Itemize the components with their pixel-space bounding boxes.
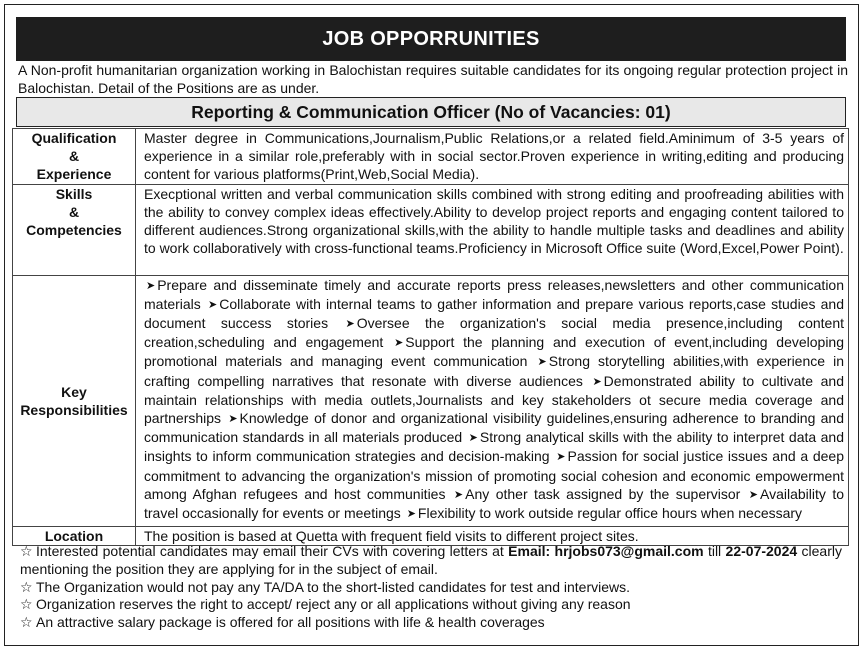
responsibility-item: Flexibility to work outside regular office hours when necessary: [417, 505, 803, 522]
arrow-bullet-icon: ➤: [207, 298, 218, 311]
qualification-row: [13, 129, 849, 185]
note3-text: Organization reserves the right to accept/ reject any or all applications without giving any reason: [36, 596, 631, 613]
arrow-bullet-icon: ➤: [468, 432, 478, 445]
arrow-bullet-icon: ➤: [556, 451, 566, 464]
intro-text: A Non-profit humanitarian organization working in Balochistan requires suitable candidates for its ongoing regular protection project in Balochistan. Detail of the Positions are as under.: [18, 62, 848, 96]
star-icon: ☆: [20, 543, 33, 559]
responsibilities-list: [136, 275, 849, 526]
responsibility-item: Support the planning and execution of event,including developing promotional materials and managing event communication: [144, 334, 845, 370]
qualification-label-line2: &: [68, 148, 80, 164]
arrow-bullet-icon: ➤: [453, 488, 464, 501]
skills-label-line1: Skills: [55, 185, 93, 202]
qualification-text: Master degree in Communications,Journalism,Public Relations,or a related field.Aminimum of 3-5 years of experience in a similar role,preferably with in social sector.Proven experience in writing,editing and producing content for various platforms(Print,Web,Social Media).: [136, 129, 849, 185]
responsibility-item: Oversee the organization's social media presence,including content creation,scheduling and engagement: [144, 315, 845, 351]
arrow-bullet-icon: ➤: [537, 356, 547, 369]
location-text: The position is based at Quetta with frequent field visits to different project sites.: [136, 526, 849, 545]
skills-text: Execptional written and verbal communication skills combined with strong editing and proofreading abilities with the ability to convey complex ideas effectively.Ability to develop project reports and engaging content tailored to different audiences.Strong organizational skills,with the ability to handle multiple tasks and deadlines and ability to work collaboratively with cross-functional teams.Proficiency in Microsoft Office suite (Word,Excel,Power Point).: [136, 184, 849, 275]
responsibility-item: Strong storytelling abilities,with experience in crafting compelling narratives that resonate with diverse audiences: [144, 353, 844, 389]
arrow-bullet-icon: ➤: [406, 508, 416, 521]
responsibilities-label-line2: Responsibilities: [20, 401, 128, 418]
page-title-text: JOB OPPORRUNITIES: [322, 27, 540, 50]
skills-label-line3: Competencies: [26, 221, 122, 238]
position-title: [16, 97, 846, 127]
note2-text: The Organization would not pay any TA/DA to the short-listed candidates for test and interviews.: [36, 578, 631, 595]
location-label: Location: [13, 526, 136, 545]
arrow-bullet-icon: ➤: [146, 279, 156, 292]
position-details-table: [12, 128, 849, 546]
page-title: [16, 17, 846, 61]
skills-row: [13, 184, 849, 275]
note-item: [20, 543, 842, 579]
arrow-bullet-icon: ➤: [228, 413, 238, 426]
position-title-text: Reporting & Communication Officer (No of Vacancies: 01): [191, 101, 671, 122]
responsibility-item: Demonstrated ability to cultivate and maintain relationships with media outlets,Journalists and key stakeholders ot secure media coverage and partnerships: [144, 372, 845, 427]
arrow-bullet-icon: ➤: [394, 337, 404, 350]
note-item: [20, 596, 842, 614]
note-item: [20, 579, 842, 597]
notes-section: [20, 543, 842, 632]
arrow-bullet-icon: ➤: [592, 375, 602, 388]
qualification-label-line1: Qualification: [31, 130, 117, 146]
star-icon: ☆: [20, 578, 33, 595]
qualification-label: [13, 129, 136, 185]
deadline-date: 22-07-2024: [725, 543, 798, 559]
responsibility-item: Strong analytical skills with the ability to interpret data and insights to inform communication strategies and decision-making: [144, 429, 844, 465]
responsibility-item: Availability to travel occasionally for events or meetings: [144, 485, 844, 522]
responsibility-item: Collaborate with internal teams to gather information and prepare various reports,case studies and document success stories: [144, 295, 844, 332]
responsibility-item: Any other task assigned by the supervisor: [465, 485, 741, 502]
arrow-bullet-icon: ➤: [748, 488, 758, 501]
skills-label-line2: &: [68, 203, 80, 220]
skills-label: [13, 184, 136, 275]
note-item: [20, 614, 842, 632]
responsibilities-label: [13, 275, 136, 526]
qualification-label-line3: Experience: [36, 166, 112, 182]
responsibility-item: Knowledge of donor and organizational visibility guidelines,ensuring adherence to branding and communication standards in all materials produced: [144, 410, 844, 446]
star-icon: ☆: [20, 614, 33, 631]
star-icon: ☆: [20, 596, 33, 613]
responsibility-item: Passion for social justice issues and a deep commitment to advancing the organization's mission of promoting social cohesion and economic empowerment among Afghan refugees and host communities: [144, 448, 844, 502]
note1-part1: Interested potential candidates may email their CVs with covering letters at: [36, 543, 509, 559]
responsibilities-label-line1: Key: [61, 383, 87, 400]
note1-part2: till: [703, 543, 726, 559]
responsibility-item: Prepare and disseminate timely and accurate reports press releases,newsletters and other communication materials: [144, 276, 844, 312]
note4-text: An attractive salary package is offered for all positions with life & health coverages: [36, 614, 545, 631]
arrow-bullet-icon: ➤: [345, 318, 355, 331]
email-address: Email: hrjobs073@gmail.com: [508, 543, 704, 559]
responsibilities-row: [13, 275, 849, 526]
note1-part3: clearly mentioning the position they are applying for in the subject of email.: [20, 543, 842, 577]
